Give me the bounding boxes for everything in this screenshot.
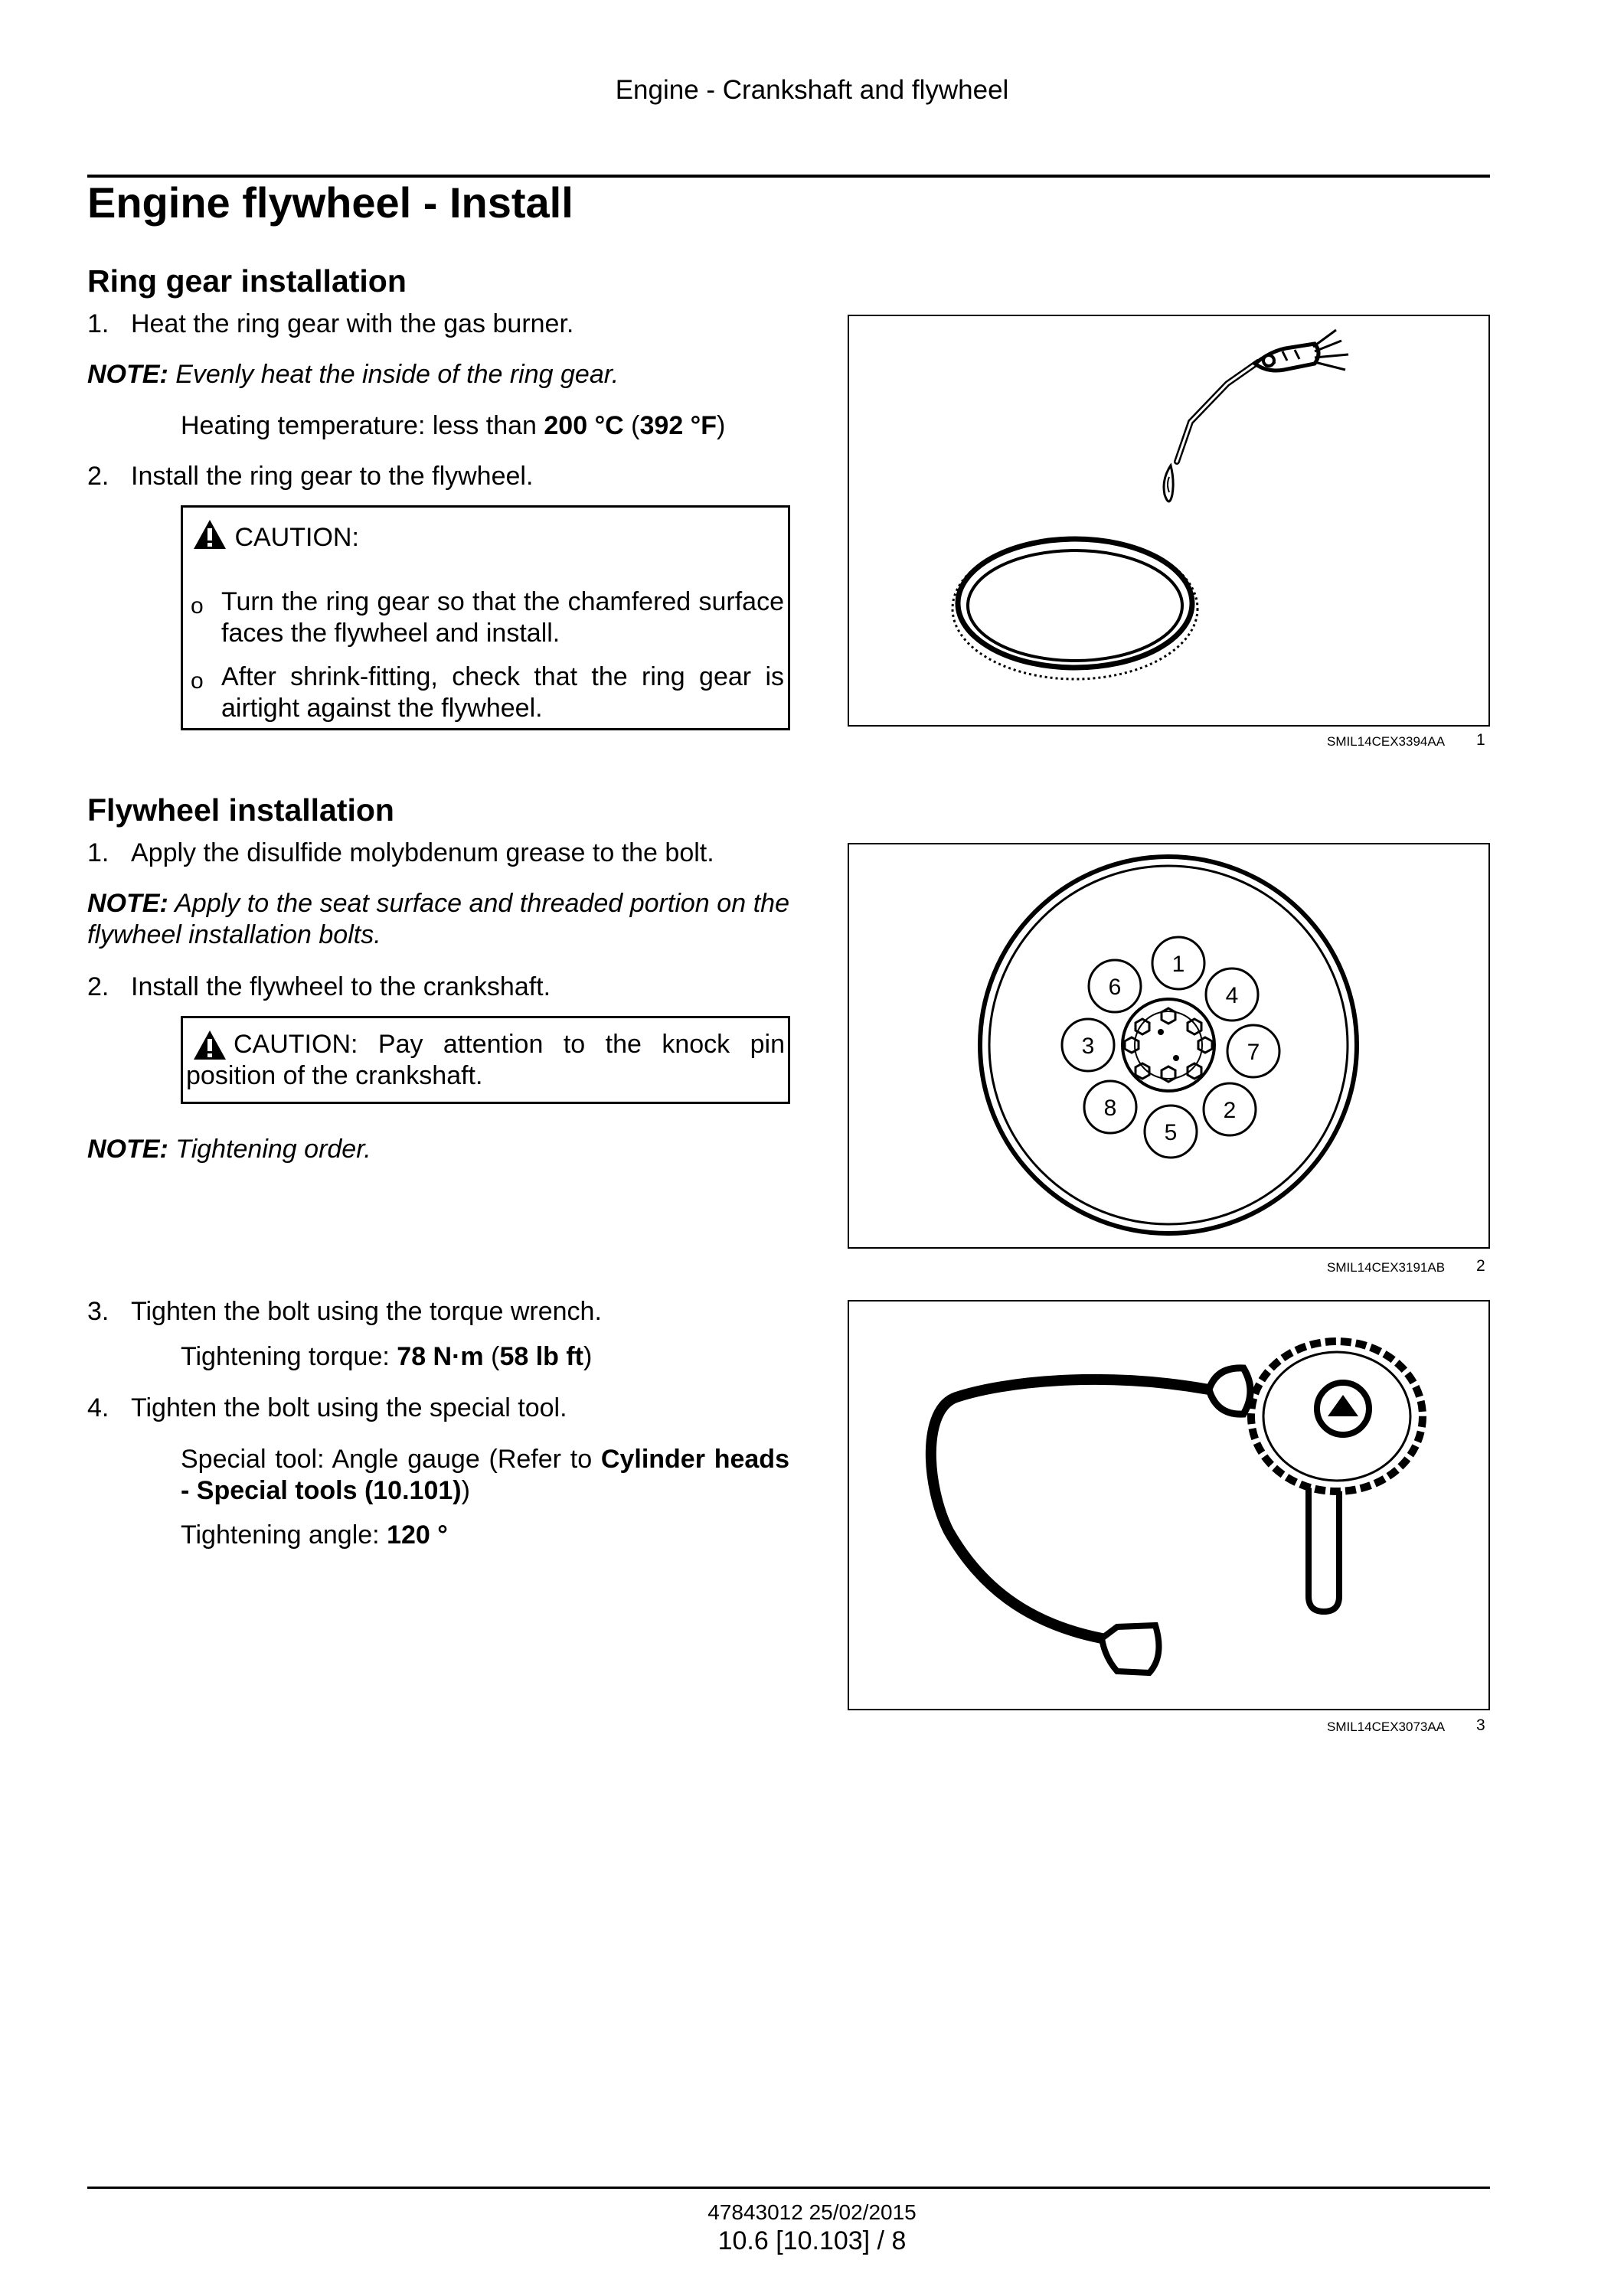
note-text: Apply to the seat surface and threaded portion on the flywheel installation bolts.: [87, 889, 789, 949]
temp-label: Heating temperature: less than: [181, 411, 537, 440]
running-header: Engine - Crankshaft and flywheel: [615, 75, 1009, 105]
heating-temperature: Heating temperature: less than 200 °C (392 °F): [181, 411, 726, 440]
flywheel-step-3: Tighten the bolt using the torque wrench.: [131, 1297, 602, 1326]
caution-label: CAUTION:: [234, 523, 359, 552]
tightening-order-note: [87, 1134, 371, 1165]
figure-code: SMIL14CEX3191AB: [1327, 1260, 1446, 1275]
step-number: 1.: [87, 838, 109, 867]
bolt-label-5: 5: [1164, 1120, 1178, 1145]
step-number: 2.: [87, 462, 109, 491]
figure-ring-gear-heating: [848, 315, 1490, 727]
torque-label: Tightening torque:: [181, 1342, 390, 1371]
torque-lbft: 58 lb ft: [499, 1342, 584, 1371]
note-text: Tightening order.: [175, 1135, 371, 1164]
flywheel-step-1: Apply the disulfide molybdenum grease to the bolt.: [131, 838, 714, 867]
caution-text: CAUTION: Pay attention to the knock pin position of the crankshaft.: [186, 1030, 785, 1090]
figure-code: SMIL14CEX3394AA: [1327, 734, 1446, 749]
tightening-torque: Tightening torque: 78 N·m (58 lb ft): [181, 1342, 593, 1371]
note-label: NOTE:: [87, 889, 168, 918]
figure-tightening-order: [848, 843, 1490, 1249]
flywheel-bolt-order-diagram: [849, 844, 1488, 1247]
note-label: NOTE:: [87, 1135, 168, 1164]
figure-number: 2: [1476, 1257, 1485, 1275]
flywheel-heading: Flywheel installation: [87, 792, 394, 828]
footer-page-number: 10.6 [10.103] / 8: [717, 2226, 907, 2255]
footer-document-id: 47843012 25/02/2015: [707, 2200, 917, 2224]
angle-gauge-illustration: [849, 1302, 1488, 1709]
figure-code: SMIL14CEX3073AA: [1327, 1720, 1446, 1734]
note-text: Evenly heat the inside of the ring gear.: [175, 360, 619, 389]
warning-icon: [192, 518, 227, 550]
note-label: NOTE:: [87, 360, 168, 389]
bolt-label-6: 6: [1108, 975, 1122, 1000]
tool-label: Special tool: Angle gauge (Refer to: [181, 1445, 593, 1474]
torque-nm: 78 N·m: [397, 1342, 484, 1371]
special-tool: Special tool: Angle gauge (Refer to Cylinder heads - Special tools (10.101)): [181, 1445, 789, 1505]
step-number: 3.: [87, 1297, 109, 1326]
gas-burner-ring-gear-illustration: [849, 316, 1488, 725]
step-number: 4.: [87, 1393, 109, 1422]
bullet-marker: o: [191, 668, 204, 694]
ring-step-1: Heat the ring gear with the gas burner.: [131, 309, 574, 338]
ring-step-2: Install the ring gear to the flywheel.: [131, 462, 534, 491]
ring-note: [87, 359, 619, 390]
bolt-label-2: 2: [1223, 1098, 1237, 1123]
bolt-label-1: 1: [1171, 952, 1185, 977]
figure-number: 1: [1476, 731, 1485, 749]
step-number: 2.: [87, 972, 109, 1001]
tool-reference-link[interactable]: Cylinder heads - Special tools (10.101): [181, 1445, 789, 1505]
bolt-label-8: 8: [1103, 1096, 1117, 1121]
flywheel-note: [87, 888, 789, 951]
bullet-marker: o: [191, 593, 204, 619]
flywheel-step-2: Install the flywheel to the crankshaft.: [131, 972, 551, 1001]
footer-rule: [87, 2187, 1490, 2189]
caution-box-ring-gear: [181, 505, 790, 730]
temp-celsius: 200 °C: [544, 411, 624, 440]
angle-value: 120 °: [387, 1520, 448, 1550]
figure-number: 3: [1476, 1716, 1485, 1734]
temp-fahrenheit: 392 °F: [639, 411, 717, 440]
figure-angle-gauge: [848, 1300, 1490, 1710]
angle-label: Tightening angle:: [181, 1520, 380, 1550]
flywheel-step-4: Tighten the bolt using the special tool.: [131, 1393, 567, 1422]
bolt-label-4: 4: [1225, 983, 1239, 1008]
bolt-label-7: 7: [1247, 1040, 1260, 1065]
caution-bullet-2: After shrink-fitting, check that the ring gear is airtight against the flywheel.: [221, 662, 784, 723]
caution-box-flywheel: [181, 1016, 790, 1104]
caution-heading: [192, 518, 359, 554]
step-number: 1.: [87, 309, 109, 338]
caution-bullet-1: Turn the ring gear so that the chamfered surface faces the flywheel and install.: [221, 587, 784, 648]
bolt-label-3: 3: [1081, 1034, 1095, 1059]
page-title: Engine flywheel - Install: [87, 178, 573, 227]
tightening-angle: [181, 1520, 448, 1551]
ring-gear-heading: Ring gear installation: [87, 263, 407, 299]
